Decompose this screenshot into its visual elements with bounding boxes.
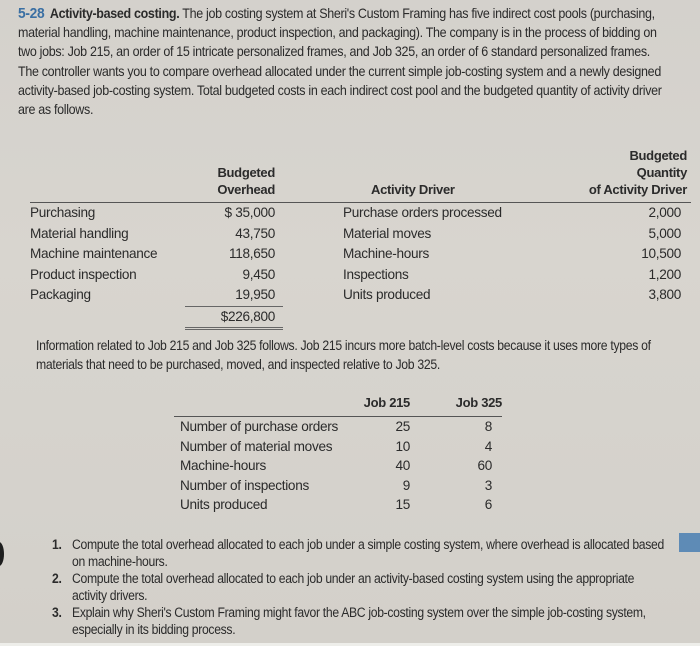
job-215-value: 25	[395, 419, 410, 434]
question-number: 3.	[52, 605, 62, 620]
pool-driver: Purchase orders processed	[343, 205, 502, 220]
job-325-value: 6	[484, 497, 492, 513]
header-budgeted-overhead: Budgeted Overhead	[185, 147, 283, 203]
table-row	[30, 203, 691, 224]
table-row	[30, 244, 691, 265]
job-215-value: 40	[395, 458, 410, 474]
pool-name: Material handling	[30, 225, 129, 241]
problem-title: Activity-based costing.	[49, 6, 180, 21]
job-325-value: 3	[484, 477, 492, 493]
pool-overhead: 9,450	[242, 266, 275, 282]
pool-quantity: 3,800	[648, 287, 681, 303]
job-325-value: 60	[477, 458, 492, 474]
table-row	[174, 417, 502, 437]
job-metric-label: Units produced	[180, 497, 268, 513]
header-pool	[30, 147, 185, 203]
job-metric-label: Number of purchase orders	[180, 419, 338, 434]
job-325-value: 4	[484, 438, 492, 454]
overhead-total: $226,800	[185, 306, 283, 329]
cost-pools-header-row	[30, 147, 691, 203]
pool-quantity: 10,500	[641, 246, 681, 261]
job-metric-label: Number of material moves	[180, 438, 333, 454]
header-quantity-line1: Budgeted Quantity	[629, 148, 687, 180]
pool-driver: Inspections	[343, 266, 409, 282]
table-row	[30, 265, 691, 286]
pool-quantity: 1,200	[648, 266, 681, 282]
pool-name: Packaging	[30, 287, 91, 303]
jobs-header-row	[174, 395, 502, 417]
job-metric-label: Number of inspections	[180, 477, 309, 493]
header-budgeted-quantity	[581, 147, 691, 203]
pool-quantity: 5,000	[648, 225, 681, 241]
pool-driver: Material moves	[343, 225, 431, 241]
pool-name: Product inspection	[30, 266, 137, 282]
pool-overhead: $ 35,000	[224, 205, 275, 220]
pool-overhead: 43,750	[235, 225, 275, 241]
pool-name: Machine maintenance	[30, 246, 158, 261]
question-item	[52, 536, 671, 570]
job-info-paragraph: Information related to Job 215 and Job 325 follows. Job 215 incurs more batch-level costs because it uses more types of materials that need to be purchased, moved, and inspected relative to Job 325.	[36, 338, 651, 372]
questions-list	[52, 536, 671, 638]
header-quantity-line2: of Activity Driver	[588, 182, 687, 197]
problem-intro-text: The job costing system at Sheri's Custom Framing has five indirect cost pools (purchasing, material handling, machine maintenance, product inspection, and packaging). The company is in the process of bidding on two jobs: Job 215, an order of 15 intricate personalized frames, and Job 325, an order of 6 standard personalized frames. The controller wants you to compare overhead allocated under the current simple job-costing system and a newly designed activity-based job-costing system. Total budgeted costs in each indirect cost pool and the budgeted quantity of activity driver are as follows.	[18, 6, 662, 118]
problem-intro	[18, 4, 673, 119]
question-item	[52, 570, 671, 604]
table-row	[30, 285, 691, 306]
pool-driver: Units produced	[343, 287, 431, 303]
header-job-325: Job 325	[410, 395, 502, 417]
job-325-value: 8	[484, 419, 492, 434]
table-row	[174, 437, 502, 457]
margin-color-tab	[679, 533, 700, 552]
cost-pools-table	[30, 147, 691, 330]
question-text: Compute the total overhead allocated to each job under a simple costing system, where overhead is allocated based on machine-hours.	[72, 537, 664, 569]
question-item	[52, 604, 671, 638]
problem-number: 5-28	[18, 5, 45, 22]
table-row	[174, 456, 502, 476]
pool-quantity: 2,000	[648, 205, 681, 220]
total-row	[30, 306, 691, 329]
job-215-value: 10	[395, 438, 410, 454]
question-number: 1.	[52, 537, 62, 552]
question-text: Explain why Sheri's Custom Framing might favor the ABC job-costing system over the simple job-costing system, especially in its bidding process.	[72, 605, 646, 637]
job-215-value: 9	[402, 477, 410, 493]
pool-name: Purchasing	[30, 205, 96, 220]
pool-driver: Machine-hours	[343, 246, 430, 261]
table-row	[30, 224, 691, 245]
pool-overhead: 118,650	[228, 246, 275, 261]
job-metric-label: Machine-hours	[180, 458, 267, 474]
table-row	[174, 476, 502, 496]
question-number: 2.	[52, 571, 62, 586]
job-215-value: 15	[395, 497, 410, 513]
jobs-table	[174, 395, 502, 515]
question-text: Compute the total overhead allocated to each job under an activity-based costing system using the appropriate activity drivers.	[72, 571, 635, 603]
header-job-215: Job 215	[360, 395, 410, 417]
binding-shadow	[0, 542, 4, 566]
header-activity-driver: Activity Driver	[283, 147, 581, 203]
pool-overhead: 19,950	[235, 287, 275, 302]
table-row	[174, 495, 502, 515]
